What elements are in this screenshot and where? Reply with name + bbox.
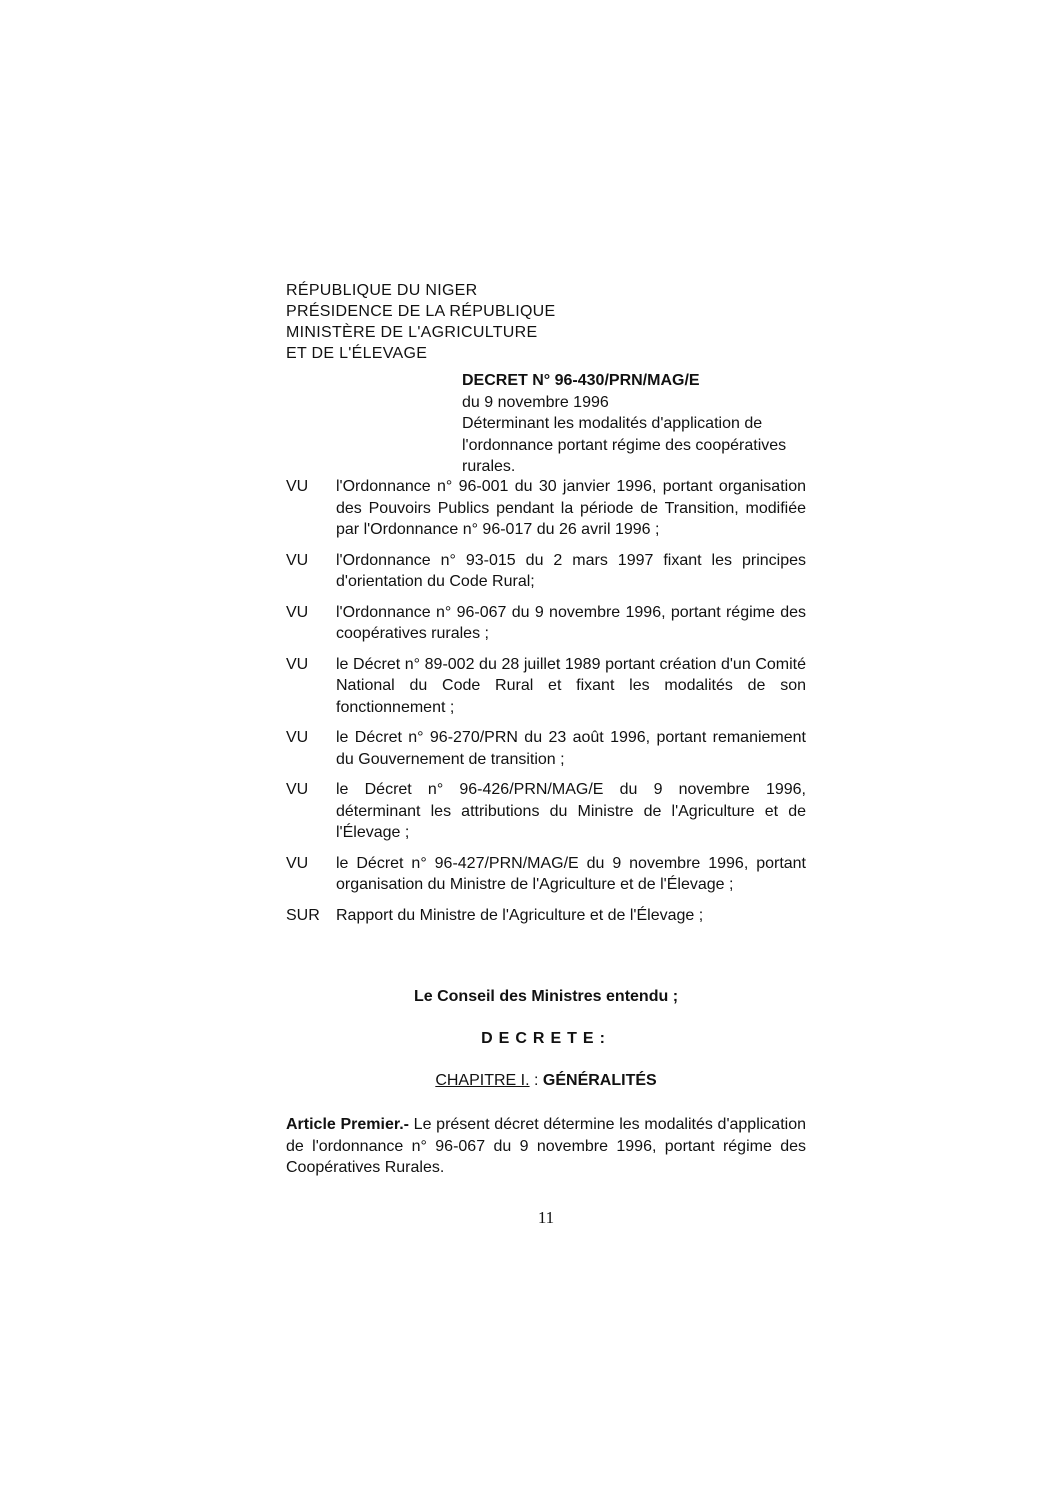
header-line-ministry-cont: ET DE L'ÉLEVAGE — [286, 345, 428, 362]
chapter-number: CHAPITRE I. — [435, 1072, 530, 1089]
visa-item — [286, 779, 806, 844]
visa-text: le Décret n° 96-426/PRN/MAG/E du 9 novembre 1996, déterminant les attributions du Ministre de l'Agriculture et de l'Élevage ; — [336, 781, 806, 841]
decrete-heading: DECRETE: — [481, 1030, 611, 1047]
chapter-title: GÉNÉRALITÉS — [542, 1072, 657, 1089]
issuing-authority-header — [286, 280, 646, 364]
visa-text: l'Ordonnance n° 96-001 du 30 janvier 1996, portant organisation des Pouvoirs Publics pendant la période de Transition, modifiée par l'Ordonnance n° 96-017 du 26 avril 1996 ; — [336, 478, 806, 538]
council-statement: Le Conseil des Ministres entendu ; — [413, 988, 679, 1005]
visa-item — [286, 602, 806, 645]
visa-label: VU — [286, 781, 309, 798]
decree-date: du 9 novembre 1996 — [462, 393, 609, 411]
page-number: 11 — [537, 1208, 555, 1227]
article-text: Le présent décret détermine les modalités d'application de l'ordonnance n° 96-067 du 9 novembre 1996, portant régime des Coopératives Rurales. — [286, 1116, 807, 1176]
visas-list — [286, 476, 806, 935]
visa-item — [286, 727, 806, 770]
visa-label: VU — [286, 854, 309, 872]
chapter-separator: : — [529, 1072, 543, 1089]
report-text: Rapport du Ministre de l'Agriculture et de l'Élevage ; — [336, 906, 704, 924]
visa-label: VU — [286, 603, 309, 621]
visa-text: le Décret n° 89-002 du 28 juillet 1989 portant création d'un Comité National du Code Rural et fixant les modalités de son fonctionnement ; — [336, 655, 806, 716]
decree-heading — [462, 370, 807, 478]
visa-text: le Décret n° 96-270/PRN du 23 août 1996, portant remaniement du Gouvernement de transition ; — [336, 729, 806, 768]
visa-item — [286, 853, 806, 896]
visa-label: VU — [286, 551, 309, 569]
decree-subject: Déterminant les modalités d'application de l'ordonnance portant régime des coopératives rurales. — [462, 415, 787, 475]
visa-label: VU — [286, 729, 309, 746]
header-line-ministry: MINISTÈRE DE L'AGRICULTURE — [286, 324, 538, 341]
header-line-country: RÉPUBLIQUE DU NIGER — [286, 282, 478, 299]
visa-item — [286, 476, 806, 541]
header-line-presidency: PRÉSIDENCE DE LA RÉPUBLIQUE — [286, 303, 556, 320]
article-premier — [286, 1114, 806, 1179]
visa-item — [286, 550, 806, 593]
decree-title: DECRET N° 96-430/PRN/MAG/E — [462, 372, 700, 389]
article-label: Article Premier.- — [286, 1116, 409, 1133]
visa-text: l'Ordonnance n° 93-015 du 2 mars 1997 fixant les principes d'orientation du Code Rural; — [336, 551, 806, 590]
visa-text: l'Ordonnance n° 96-067 du 9 novembre 1996, portant régime des coopératives rurales ; — [336, 603, 806, 642]
visa-text: le Décret n° 96-427/PRN/MAG/E du 9 novembre 1996, portant organisation du Ministre de l'Agriculture et de l'Élevage ; — [336, 854, 806, 893]
chapter-heading — [286, 1070, 806, 1091]
visa-label: VU — [286, 478, 309, 495]
visa-item — [286, 654, 806, 719]
report-item — [286, 905, 806, 927]
visa-label: VU — [286, 655, 309, 673]
report-label: SUR — [286, 906, 320, 924]
